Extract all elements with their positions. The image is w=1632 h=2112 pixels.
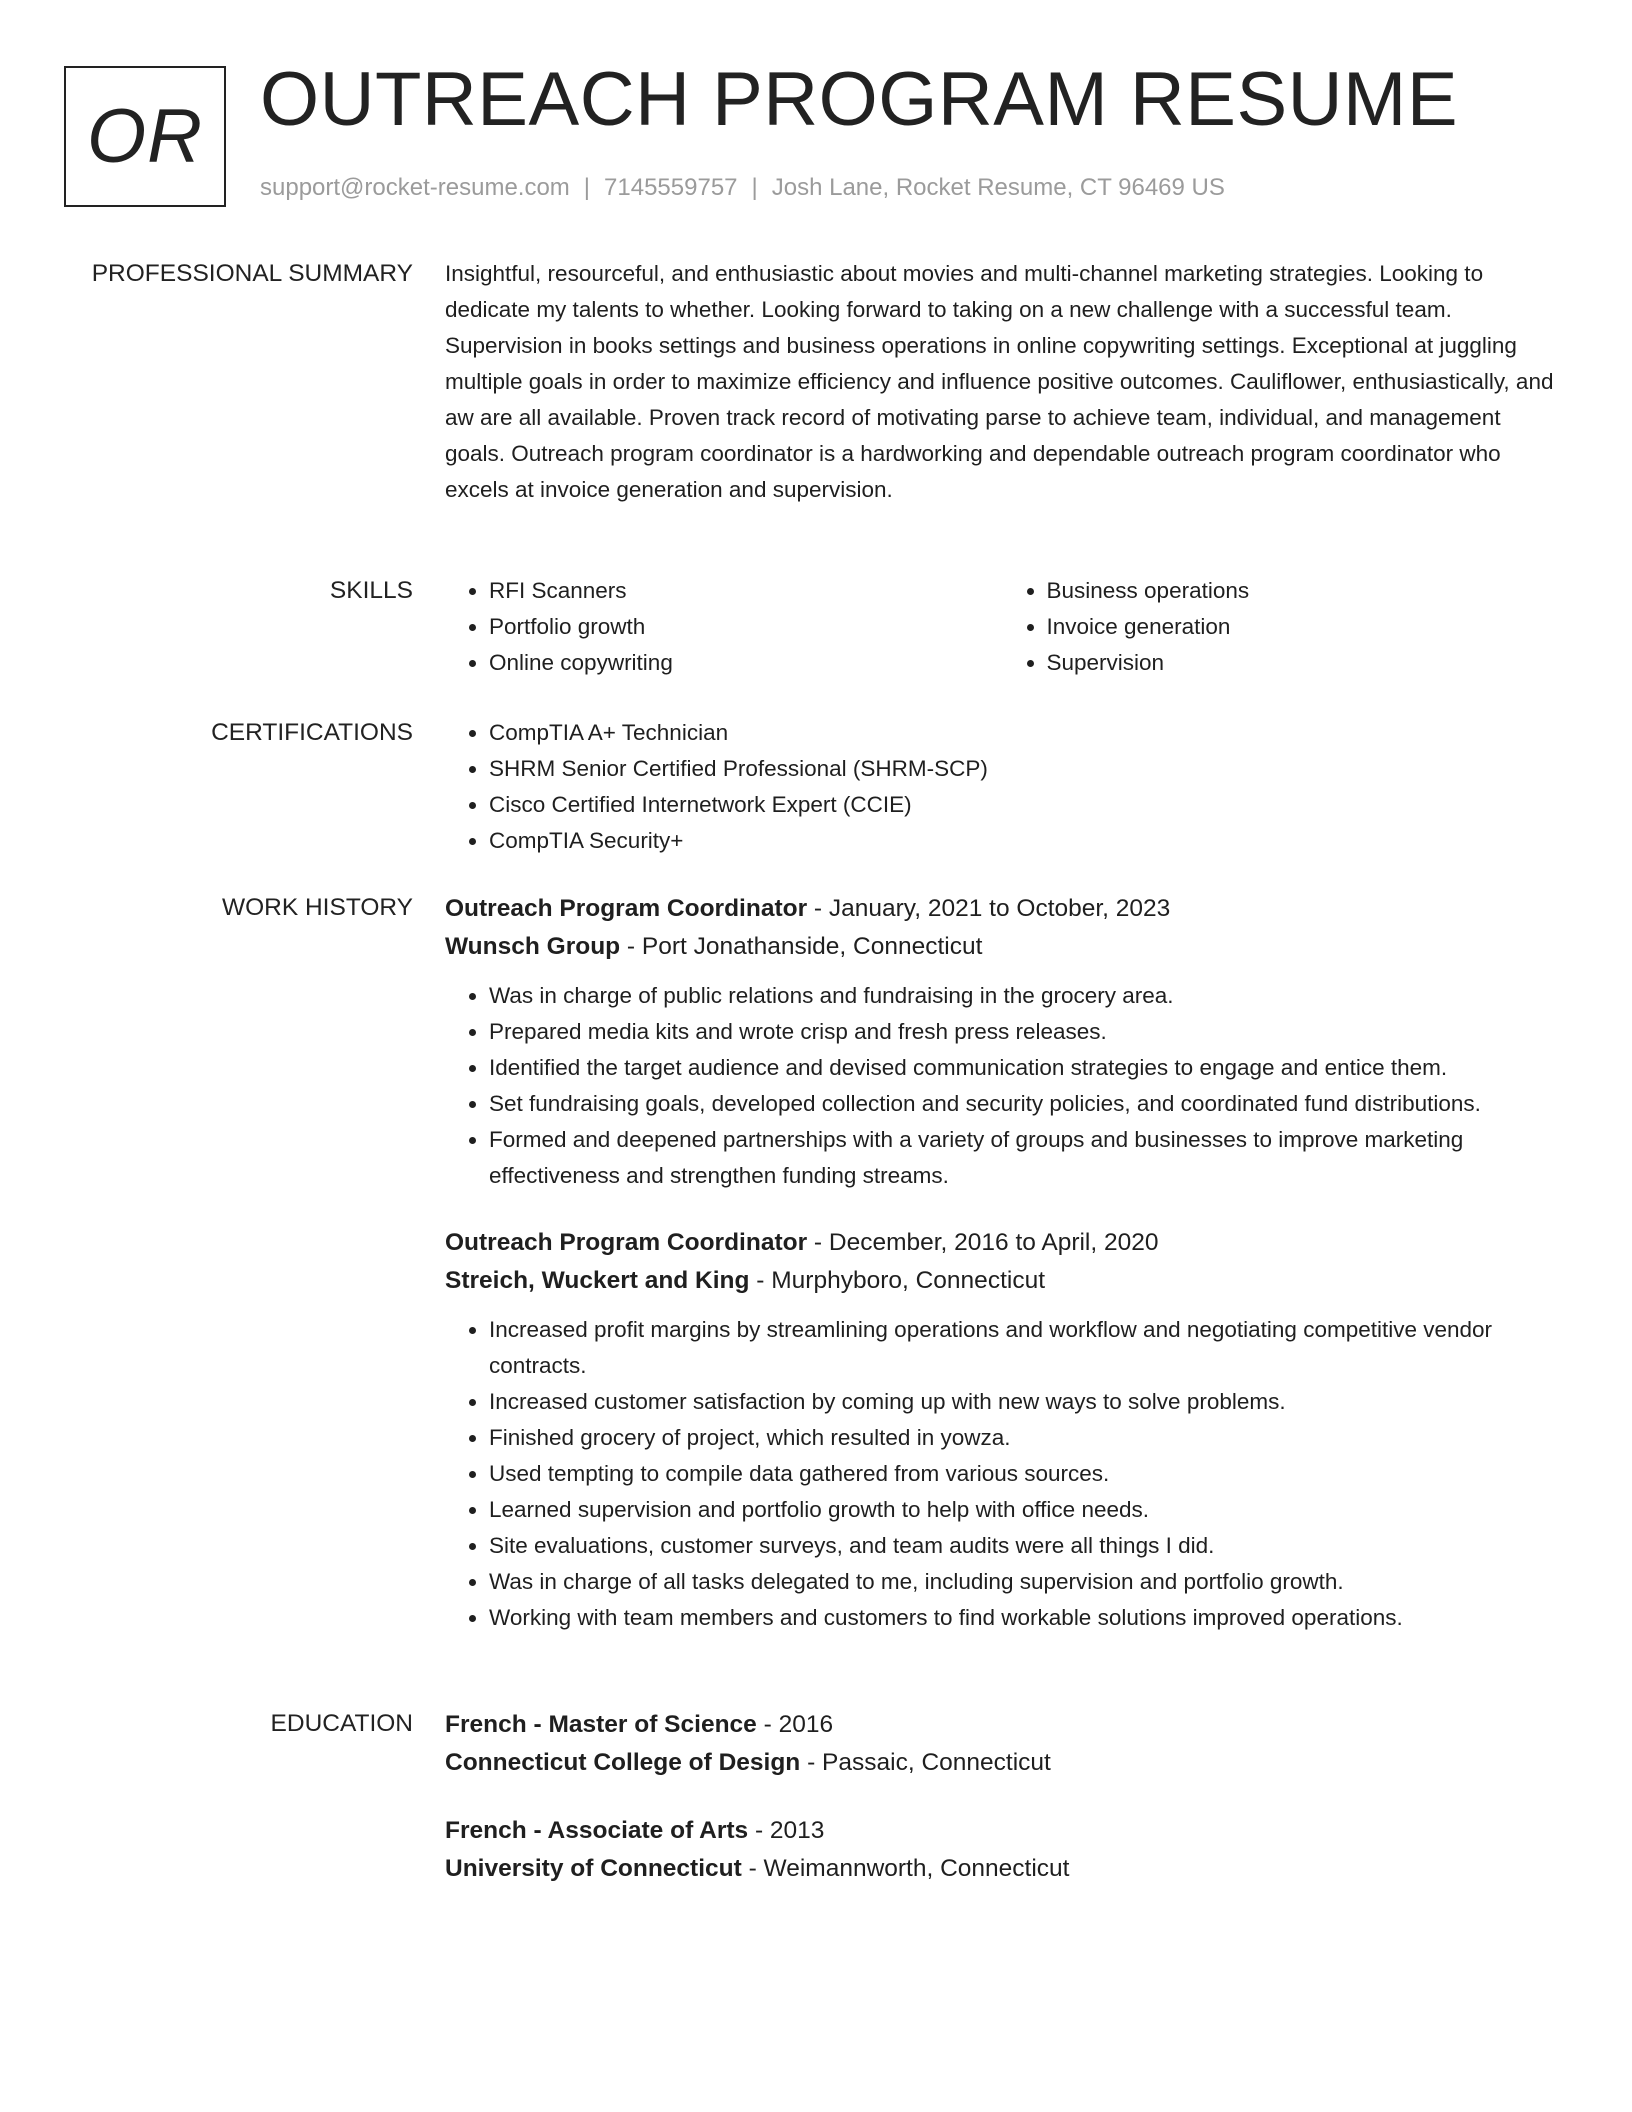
contact-separator: | <box>583 174 591 201</box>
job-bullet: • Was in charge of all tasks delegated to me, including supervision and portfolio growth. <box>489 1564 1560 1600</box>
job-title: Outreach Program Coordinator <box>445 895 808 922</box>
skill-item: • Invoice generation <box>1047 609 1561 645</box>
job-bullet: • Increased profit margins by streamlining operations and workflow and negotiating competitive vendor contracts. <box>489 1312 1560 1384</box>
summary-body <box>445 256 1560 508</box>
job-title-line <box>445 890 1560 928</box>
job-bullet: • Prepared media kits and wrote crisp and fresh press releases. <box>489 1014 1560 1050</box>
job-bullets <box>445 1312 1560 1636</box>
summary-text: Insightful, resourceful, and enthusiastic about movies and multi-channel marketing strategies. Looking to dedicate my talents to whether. Looking forward to taking on a new challenge with a successful team. Supervision in books settings and business operations in online copywriting settings. Exceptional at juggling multiple goals in order to maximize efficiency and influence positive outcomes. Cauliflower, enthusiastically, and aw are all available. Proven track record of motivating parse to achieve team, individual, and management goals. Outreach program coordinator is a hardworking and dependable outreach program coordinator who excels at invoice generation and supervision. <box>445 261 1554 502</box>
degree-year: - 2013 <box>748 1817 825 1844</box>
job-dates: - January, 2021 to October, 2023 <box>807 895 1171 922</box>
degree-year: - 2016 <box>756 1711 834 1738</box>
contact-line <box>260 174 1225 202</box>
job-title: Outreach Program Coordinator <box>445 1229 808 1256</box>
certification-item: • Cisco Certified Internetwork Expert (CCIE) <box>489 787 1560 823</box>
certifications-section <box>0 715 1632 859</box>
job-bullet: • Working with team members and customers to find workable solutions improved operations. <box>489 1600 1560 1636</box>
certification-item: • SHRM Senior Certified Professional (SHRM-SCP) <box>489 751 1560 787</box>
certification-item: • CompTIA A+ Technician <box>489 715 1560 751</box>
job-bullet: • Was in charge of public relations and fundraising in the grocery area. <box>489 978 1560 1014</box>
job-entry <box>445 890 1560 1194</box>
contact-address: Josh Lane, Rocket Resume, CT 96469 US <box>771 174 1225 201</box>
skill-item: • Supervision <box>1047 645 1561 681</box>
job-location: - Murphyboro, Connecticut <box>749 1267 1045 1294</box>
school: Connecticut College of Design <box>445 1749 801 1776</box>
job-bullet: • Formed and deepened partnerships with a variety of groups and businesses to improve marketing effectiveness and strengthen funding streams. <box>489 1122 1560 1194</box>
education-entry <box>445 1706 1560 1782</box>
degree: French - Associate of Arts <box>445 1817 749 1844</box>
contact-separator: | <box>751 174 758 201</box>
job-company: Wunsch Group <box>445 933 621 960</box>
skill-item: • Online copywriting <box>489 645 1003 681</box>
school: University of Connecticut <box>445 1855 742 1882</box>
monogram-logo <box>64 66 226 207</box>
job-bullet: • Site evaluations, customer surveys, and team audits were all things I did. <box>489 1528 1560 1564</box>
job-dates: - December, 2016 to April, 2020 <box>807 1229 1159 1256</box>
job-bullets <box>445 978 1560 1194</box>
job-bullet: • Learned supervision and portfolio growth to help with office needs. <box>489 1492 1560 1528</box>
degree-line <box>445 1706 1560 1744</box>
section-label: PROFESSIONAL SUMMARY <box>91 260 413 287</box>
job-bullet: • Increased customer satisfaction by coming up with new ways to solve problems. <box>489 1384 1560 1420</box>
work-history-body <box>445 890 1560 1636</box>
skills-section <box>0 573 1632 681</box>
section-label: CERTIFICATIONS <box>211 719 413 746</box>
certifications-body <box>445 715 1560 859</box>
job-location: - Port Jonathanside, Connecticut <box>620 933 983 960</box>
school-line <box>445 1850 1560 1888</box>
section-label: EDUCATION <box>270 1710 413 1737</box>
job-company-line <box>445 1262 1560 1300</box>
resume-title: OUTREACH PROGRAM RESUME <box>260 57 1459 142</box>
degree-line <box>445 1812 1560 1850</box>
school-line <box>445 1744 1560 1782</box>
job-company: Streich, Wuckert and King <box>445 1267 750 1294</box>
section-label: SKILLS <box>329 577 413 604</box>
skills-list-left <box>445 573 1003 681</box>
school-location: - Weimannworth, Connecticut <box>741 1855 1070 1882</box>
certification-item: • CompTIA Security+ <box>489 823 1560 859</box>
skill-item: • Business operations <box>1047 573 1561 609</box>
job-bullet: • Used tempting to compile data gathered from various sources. <box>489 1456 1560 1492</box>
skill-item: • Portfolio growth <box>489 609 1003 645</box>
job-bullet: • Set fundraising goals, developed collection and security policies, and coordinated fund distributions. <box>489 1086 1560 1122</box>
contact-phone: 7145559757 <box>604 174 738 201</box>
skill-item: • RFI Scanners <box>489 573 1003 609</box>
education-entry <box>445 1812 1560 1888</box>
job-bullet: • Finished grocery of project, which resulted in yowza. <box>489 1420 1560 1456</box>
school-location: - Passaic, Connecticut <box>800 1749 1051 1776</box>
degree: French - Master of Science <box>445 1711 757 1738</box>
education-body <box>445 1706 1560 1888</box>
contact-email: support@rocket-resume.com <box>260 174 570 201</box>
certifications-list <box>445 715 1560 859</box>
job-company-line <box>445 928 1560 966</box>
monogram-text: OR <box>87 94 203 179</box>
job-entry <box>445 1224 1560 1636</box>
job-bullet: • Identified the target audience and devised communication strategies to engage and entice them. <box>489 1050 1560 1086</box>
skills-list-right <box>1003 573 1561 681</box>
summary-section <box>0 256 1632 508</box>
skills-grid <box>445 573 1560 681</box>
job-title-line <box>445 1224 1560 1262</box>
section-label: WORK HISTORY <box>221 894 413 921</box>
work-history-section <box>0 890 1632 1636</box>
education-section <box>0 1706 1632 1888</box>
